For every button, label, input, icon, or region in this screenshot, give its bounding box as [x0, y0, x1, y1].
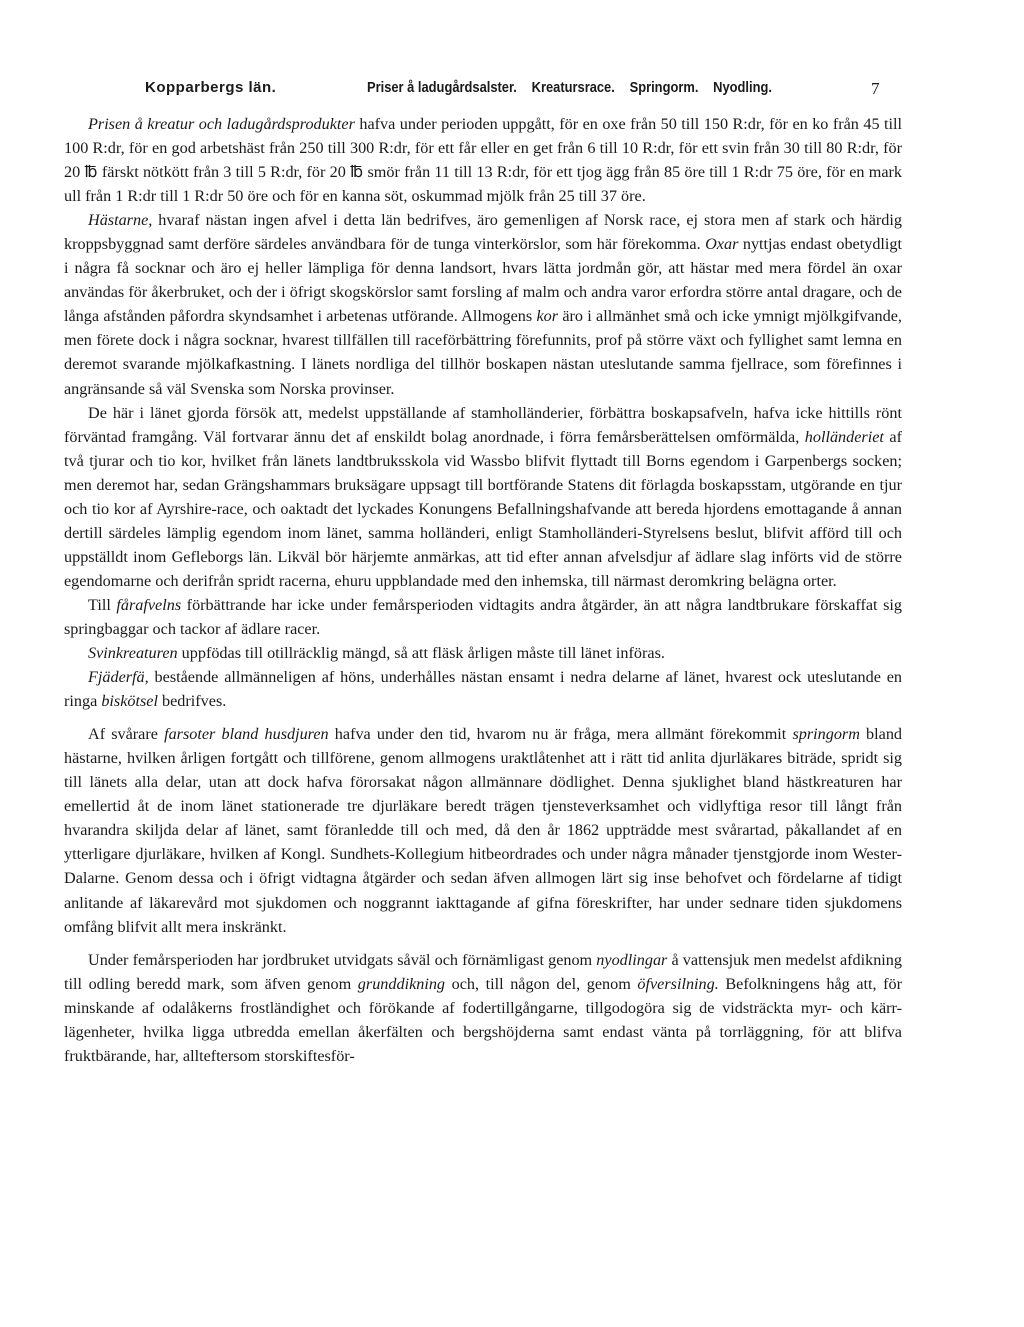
- text-run: förbättrande har icke under femårsperioden vidtagits andra åtgärder, än att några landtbrukare förskaffat sig springbaggar och tackor af ädlare racer.: [64, 595, 902, 638]
- italic-term: Svinkreaturen: [88, 644, 178, 663]
- paragraph: [64, 593, 902, 641]
- text-run: och, till någon del, genom: [445, 974, 638, 993]
- text-run: Till: [88, 595, 117, 614]
- text-run: bestående allmänneligen af höns, underhålles nästan ensamt i nedra delarne af länet, hvarest ock uteslutande en ringa: [64, 668, 902, 711]
- text-run: bland hästarne, hvilken årligen fortgått och tillförene, genom allmogens uraktlåtenhet att i rätt tid anlita djurläkares biträde, spridt sig till länets alla delar, utan att dock hafva förorsakat någon allmännare dödlighet. Denna sjuklighet bland hästkreaturen har emellertid åt de inom länet stationerade tre djurläkare beredt trägen tjensteverksamhet och vidlyftiga resor till långt från hvarandra skiljda delar af länet, samt föranledde till och med, då den år 1862 uppträdde mest svårartad, påkallandet af en ytterligare djurläkare, hvilken af Kongl. Sundhets-Kollegium hitbeordrades och under några månader tjenstgjorde inom Wester-Dalarne. Genom dessa och i öfrigt vidtagna åtgärder och sedan äfven allmogen lärt sig inse behofvet och fördelarne af tidigt anlitande af läkarevård mot sjukdomen och noggrannt iakttagande af gifna föreskrifter, har under sednare tiden sjukdomens omfång blifvit allt mera inskränkt.: [64, 725, 903, 936]
- topics-heading: [367, 79, 783, 96]
- topic-cultivation: Nyodling.: [713, 79, 772, 96]
- paragraph: [64, 208, 902, 400]
- paragraph: [64, 112, 902, 208]
- topic-disease: Springorm.: [629, 79, 699, 96]
- italic-term: nyodlingar: [596, 950, 668, 969]
- italic-term: fårafvelns: [116, 595, 182, 614]
- body-text: [64, 112, 902, 1068]
- italic-term: öfversilning.: [637, 974, 719, 993]
- text-run: Under femårsperioden har jordbruket utvidgats såväl och förnämligast genom: [88, 950, 597, 969]
- italic-term: grunddikning: [357, 974, 446, 993]
- italic-term: biskötsel: [101, 692, 158, 711]
- text-run: å vattensjuk men medelst afdikning till odling beredd mark, som äfven genom: [64, 950, 902, 993]
- paragraph: [64, 722, 902, 938]
- italic-term: kor: [536, 307, 559, 326]
- text-run: hafva under den tid, hvarom nu är fråga, mera allmänt förekommit: [328, 725, 793, 744]
- italic-term: Oxar: [705, 235, 739, 254]
- italic-term: Hästarne,: [88, 211, 153, 230]
- paragraph: [64, 665, 902, 713]
- paragraph: [64, 948, 902, 1068]
- text-run: äro i allmänhet små och icke ymnigt mjölkgifvande, men förete dock i några socknar, hvarest tillfällen till raceförbättring förefunnits, prof på större växt och fyllighet samt lemna en deremot svarande mjölkafkastning. I länets nordliga del tillhör boskapen nästan uteslutande samma fjellrace, som förefinnes i angränsande så väl Svenska som Norska provinser.: [64, 307, 902, 398]
- text-run: Befolkningens håg att, för minskande af odalåkerns frostländighet och förökande af fodertillgångarne, tillgodogöra sig de vidsträckta myr- och kärr-lägenheter, hvilka ligga utbredda emellan åkerfälten och bergshöjderna samt endast vänta på torrläggning, för att blifva fruktbärande, har, allteftersom storskiftesför-: [64, 974, 903, 1065]
- county-heading: Kopparbergs län.: [145, 79, 277, 96]
- text-run: Af svårare: [88, 725, 165, 744]
- paragraph: [64, 401, 902, 593]
- text-run: nyttjas endast obetydligt i några få socknar och äro ej heller lämpliga för denna landsort, hvars lätta jordmån gör, att hästar med mera fördel än oxar användas för åkerbruket, och der i öfrigt skogskörslor samt forsling af malm och andra varor erfordra större antal dragare, och de långa afstånden påfordra skyndsamhet i arbetenas utförande. Allmogens: [64, 235, 903, 326]
- text-run: uppfödas till otillräcklig mängd, så att fläsk årligen måste till länet införas.: [177, 644, 665, 663]
- text-run: af två tjurar och tio kor, hvilket från länets landtbruksskola vid Wassbo blifvit flyttadt till Borns egendom i Garpenbergs socken; men deremot har, sedan Grängshammars bruksägare uppsagt till bortförande Statens dit förlagda boskapsstam, utgörande en tjur och tio kor af Ayrshire-race, och oaktadt det lyckades Konungens Befallningshafvande att bereda hjordens emottagande å annan dertill särdeles lämplig egendom inom länet, samma holländeri, enligt Stamholländeri-Styrelsens beslut, blifvit afförd till och uppställdt inom Gefleborgs län. Likväl bör härjemte anmärkas, att tid efter annan afvelsdjur af ädlare slag införts vid de större egendomarne och derifrån spridt racerna, ehuru uppblandade med den inhemska, till närmast deromkring belägna orter.: [64, 427, 902, 590]
- text-run: bedrifves.: [157, 692, 227, 711]
- page-number: 7: [871, 79, 880, 98]
- topic-breeds: Kreatursrace.: [531, 79, 615, 96]
- topic-prices: Priser å ladugårdsalster.: [367, 79, 517, 96]
- italic-term: Prisen å kreatur och ladugårdsprodukter: [88, 115, 355, 133]
- text-run: De här i länet gjorda försök att, medelst uppställande af stamholländerier, förbättra boskapsafveln, hafva icke hittills rönt förväntad framgång. Väl fortvarar ännu det af enskildt bolag anordnade, i förra femårsberättelsen omförmälda,: [64, 403, 902, 446]
- text-run: hafva under perioden uppgått, för en oxe från 50 till 150 R:dr, för en ko från 45 till 100 R:dr, för en god arbetshäst från 250 till 300 R:dr, för ett får eller en get från 6 till 10 R:dr, för ett svin från 30 till 80 R:dr, för 20 ℔ färskt nötkött från 3 till 5 R:dr, för 20 ℔ smör från 11 till 13 R:dr, för ett tjog ägg från 85 öre till 1 R:dr 75 öre, för en mark ull från 1 R:dr till 1 R:dr 50 öre och för en kanna söt, oskummad mjölk från 25 till 37 öre.: [64, 115, 902, 206]
- running-header: [0, 79, 1024, 101]
- italic-term: farsoter bland husdjuren: [164, 725, 329, 744]
- paragraph: [64, 641, 902, 665]
- italic-term: springorm: [792, 725, 860, 744]
- text-run: hvaraf nästan ingen afvel i detta län bedrifves, äro gemenligen af Norsk race, ej stora men af stark och härdig kroppsbyggnad samt derföre särdeles användbara för de tunga vinterkörslor, som här förekomma.: [64, 211, 902, 254]
- italic-term: holländeriet: [804, 427, 884, 446]
- italic-term: Fjäderfä,: [88, 668, 149, 687]
